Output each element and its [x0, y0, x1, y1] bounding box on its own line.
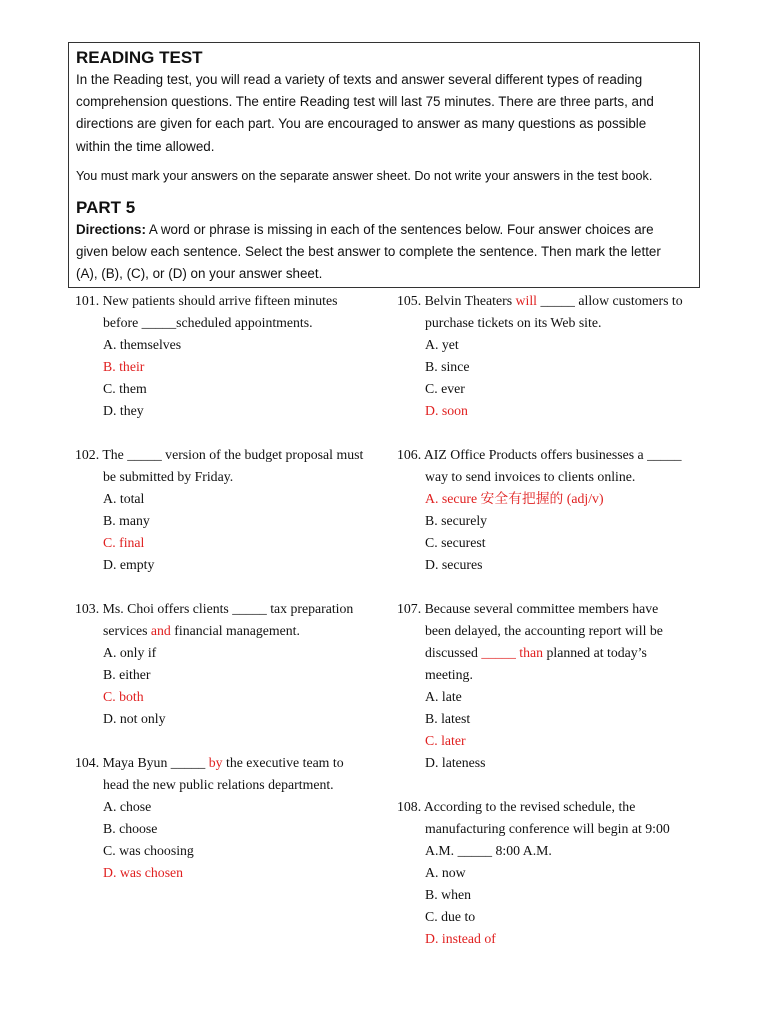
question-stem: 101. New patients should arrive fifteen minutes	[75, 293, 338, 308]
option-a: A. only if	[103, 645, 157, 660]
question-104	[75, 752, 385, 884]
option-c-answer: C. both	[103, 689, 144, 704]
question-105	[397, 290, 702, 422]
directions-line: (A), (B), (C), or (D) on your answer sheet.	[76, 265, 323, 281]
question-102	[75, 444, 385, 576]
option-d: D. not only	[103, 711, 166, 726]
instructions-box	[68, 42, 700, 288]
question-stem: 105. Belvin Theaters will _____ allow customers to	[397, 293, 683, 308]
option-a: A. late	[425, 689, 462, 704]
option-d-answer: D. instead of	[425, 931, 496, 946]
option-c: C. was choosing	[103, 843, 194, 858]
question-stem: 106. AIZ Office Products offers businesses a _____	[397, 447, 682, 462]
option-c: C. them	[103, 381, 147, 396]
left-question-column	[75, 290, 385, 884]
option-b: B. when	[425, 887, 471, 902]
directions-line: A word or phrase is missing in each of the sentences below. Four answer choices are	[145, 221, 654, 237]
intro-line: comprehension questions. The entire Reading test will last 75 minutes. There are three parts, and	[76, 94, 654, 110]
option-d: D. empty	[103, 557, 155, 572]
question-101	[75, 290, 385, 422]
directions-paragraph	[76, 219, 692, 285]
question-stem: services and financial management.	[103, 623, 300, 638]
question-stem: 108. According to the revised schedule, the	[397, 799, 636, 814]
question-stem: way to send invoices to clients online.	[425, 469, 636, 484]
question-stem: 102. The _____ version of the budget proposal must	[75, 447, 364, 462]
option-d-answer: D. was chosen	[103, 865, 184, 880]
question-stem: 107. Because several committee members have	[397, 601, 659, 616]
question-stem: before _____scheduled appointments.	[103, 315, 313, 330]
question-stem: been delayed, the accounting report will be	[425, 623, 663, 638]
right-question-column	[397, 290, 702, 950]
question-107	[397, 598, 702, 774]
option-a-answer: A. secure 安全有把握的 (adj/v)	[425, 491, 604, 506]
intro-line: In the Reading test, you will read a variety of texts and answer several different types of reading	[76, 72, 643, 87]
option-b: B. many	[103, 513, 150, 528]
highlight-word: will	[515, 293, 537, 308]
option-c: C. ever	[425, 381, 465, 396]
option-d: D. lateness	[425, 755, 486, 770]
question-stem: manufacturing conference will begin at 9:00	[425, 821, 670, 836]
option-d-answer: D. soon	[425, 403, 468, 418]
option-d: D. secures	[425, 557, 483, 572]
intro-line: directions are given for each part. You are encouraged to answer as many questions as possible	[76, 116, 647, 132]
highlight-word: and	[150, 623, 171, 638]
option-b: B. either	[103, 667, 151, 682]
option-b-answer: B. their	[103, 359, 145, 374]
option-d: D. they	[103, 403, 144, 418]
option-a: A. now	[425, 865, 466, 880]
option-a: A. themselves	[103, 337, 182, 352]
question-stem: A.M. _____ 8:00 A.M.	[425, 843, 552, 858]
question-stem: discussed _____ than planned at today’s	[425, 645, 647, 660]
option-b: B. since	[425, 359, 470, 374]
option-b: B. latest	[425, 711, 471, 726]
question-106	[397, 444, 702, 576]
question-stem: head the new public relations department.	[103, 777, 334, 792]
option-c-answer: C. final	[103, 535, 145, 550]
option-b: B. securely	[425, 513, 488, 528]
highlight-word: by	[208, 755, 223, 770]
question-stem: 104. Maya Byun _____ by the executive team to	[75, 755, 344, 770]
directions-label: Directions:	[76, 221, 146, 237]
reading-test-title: READING TEST	[76, 48, 203, 67]
option-a: A. yet	[425, 337, 459, 352]
question-stem: purchase tickets on its Web site.	[425, 315, 602, 330]
option-c: C. due to	[425, 909, 476, 924]
option-b: B. choose	[103, 821, 158, 836]
directions-line: given below each sentence. Select the best answer to complete the sentence. Then mark the letter	[76, 243, 661, 259]
part-title: PART 5	[76, 197, 136, 217]
option-a: A. chose	[103, 799, 152, 814]
option-a: A. total	[103, 491, 145, 506]
question-103	[75, 598, 385, 730]
question-stem: meeting.	[425, 667, 473, 682]
question-stem: be submitted by Friday.	[103, 469, 234, 484]
question-108	[397, 796, 702, 950]
highlight-word: _____ than	[481, 645, 544, 660]
intro-paragraph	[76, 69, 692, 158]
question-stem: 103. Ms. Choi offers clients _____ tax preparation	[75, 601, 354, 616]
answer-sheet-note: You must mark your answers on the separate answer sheet. Do not write your answers in the test book.	[76, 168, 653, 183]
option-c: C. securest	[425, 535, 486, 550]
option-c-answer: C. later	[425, 733, 466, 748]
intro-line: within the time allowed.	[76, 138, 215, 154]
